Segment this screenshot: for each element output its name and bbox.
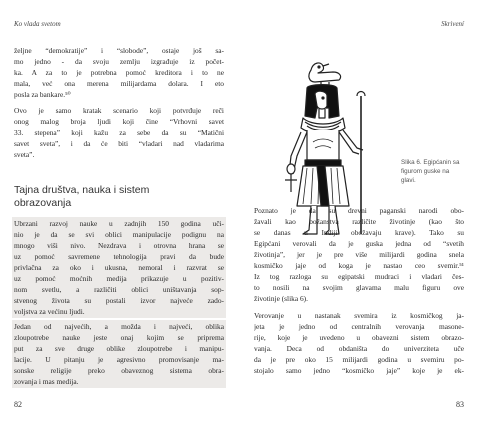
text-line: to nosili na svojim glavama malu figuru ove [254, 283, 464, 292]
text-line: Ubrzani razvoj nauke u zadnjih 150 godina uči- [14, 219, 224, 228]
text-line: jeta je jedno od centralnih verovanja masone- [254, 322, 464, 331]
text-line: put za sve druge oblike zloupotrebe i manipu- [14, 344, 224, 353]
right-page [240, 0, 480, 432]
text-line: životinje (slika 6). [254, 294, 308, 303]
text-line: da je pre oko 15 milijardi godina u svemiru po- [254, 355, 464, 364]
text-line: privlačna za oko i ukusna, nemoral i razvrat se [14, 263, 224, 272]
text-line: onog malog broja ljudi koji čine “Vrhovni savet [14, 117, 224, 126]
running-head-right: Skrivení [441, 20, 464, 28]
paragraph-4 [12, 320, 226, 388]
text-line: zloupotrebe nauke jeste onaj kojim se priprema [14, 333, 224, 342]
text-line: Ovo je samo kratak scenario koji potvrđuje reči [14, 106, 224, 115]
section-heading [14, 184, 149, 210]
text-line: stojalo samo jedno “kosmičko jaje” koje je ek- [254, 366, 464, 375]
page-number-left: 82 [14, 400, 22, 409]
text-line: Verovanje u nastanak svemira iz kosmičkog ja- [254, 311, 464, 320]
text-line: Iz tog razloga su egipatski mudraci i vladari čes- [254, 272, 464, 281]
text-line: Egipćani verovali da je guska jedna od “svetih [254, 239, 464, 248]
running-head-left: Ko vlada svetom [14, 20, 61, 28]
text-line: mnogo viši nivo. Nezdrava i otrovna hrana se [14, 241, 224, 250]
text-line: ka. A za to je potrebna pomoć kreditora i to ne [14, 68, 224, 77]
page-number-right: 83 [456, 400, 464, 409]
text-line: savet sveta”, i da će biti “vladari nad vladarima [14, 139, 224, 148]
text-line: sonske religije preko obaveznog sistema obra- [14, 366, 224, 375]
text-line: nom svetlu, a različiti oblici uništavanja sop- [14, 285, 224, 294]
text-line: stvenog života su postali izvor najveće zado- [14, 296, 224, 305]
text-line: Jedan od najvećih, a možda i najveći, oblika [14, 322, 224, 331]
text-line: mala, već ona merena milijardama dolara. I eto [14, 79, 224, 88]
text-line: žavali kao božanstva različite životinje (kao što [254, 217, 464, 226]
text-line: rije, koje je uvedeno u obavezni sistem obrazo- [254, 333, 464, 342]
text-line: mo jedno - da svoju zemlju izgrađuje iz počet- [14, 57, 224, 66]
text-line: posla za bankare.⁵⁰ [14, 90, 71, 99]
text-line: uz pomoć moćnih medija prikazuje u pozitiv- [14, 274, 224, 283]
text-line: sveta”. [14, 150, 35, 159]
text-line: željne “demokratije” i “slobode”, ostaje još sa- [14, 46, 224, 55]
text-line: uz pomoć savremene tehnologija pravi da bude [14, 252, 224, 261]
text-line: Poznato je da su drevni paganski narodi obo- [254, 206, 464, 215]
paragraph-1 [14, 45, 224, 100]
caption-line: glavi. [401, 177, 416, 184]
paragraph-3 [12, 217, 226, 318]
text-line: se danas u Indiji obožavaju krave). Tako su [254, 228, 464, 237]
paragraph-2 [14, 105, 224, 160]
text-line: kosmičko jaje od koga je nastao ceo svemir.⁵¹ [254, 261, 464, 270]
heading-line: Tajna društva, nauka i sistem [14, 184, 150, 196]
text-line: nio je da se svi oblici manipulacije podignu na [14, 230, 224, 239]
text-line: vanja. Deca od obdaništa do univerziteta uče [254, 344, 464, 353]
text-line: životinja”, jer je pre više milijardi godina snela [254, 250, 464, 259]
paragraph-2 [254, 310, 464, 376]
text-line: zovanja i mas medija. [14, 377, 79, 386]
heading-line: obrazovanja [14, 197, 72, 209]
text-line: 33. stepena” koji kažu za sebe da su “Matični [14, 128, 224, 137]
text-line: lacije. U pitanju je agresivno promovisanje ma- [14, 355, 224, 364]
caption-line: figurom guske na [401, 168, 450, 175]
paragraph-1 [254, 205, 464, 304]
text-line: voljstva za većinu ljudi. [14, 307, 85, 316]
figure-caption [401, 158, 471, 185]
caption-line: Slika 6. Egipćanin sa [401, 159, 460, 166]
